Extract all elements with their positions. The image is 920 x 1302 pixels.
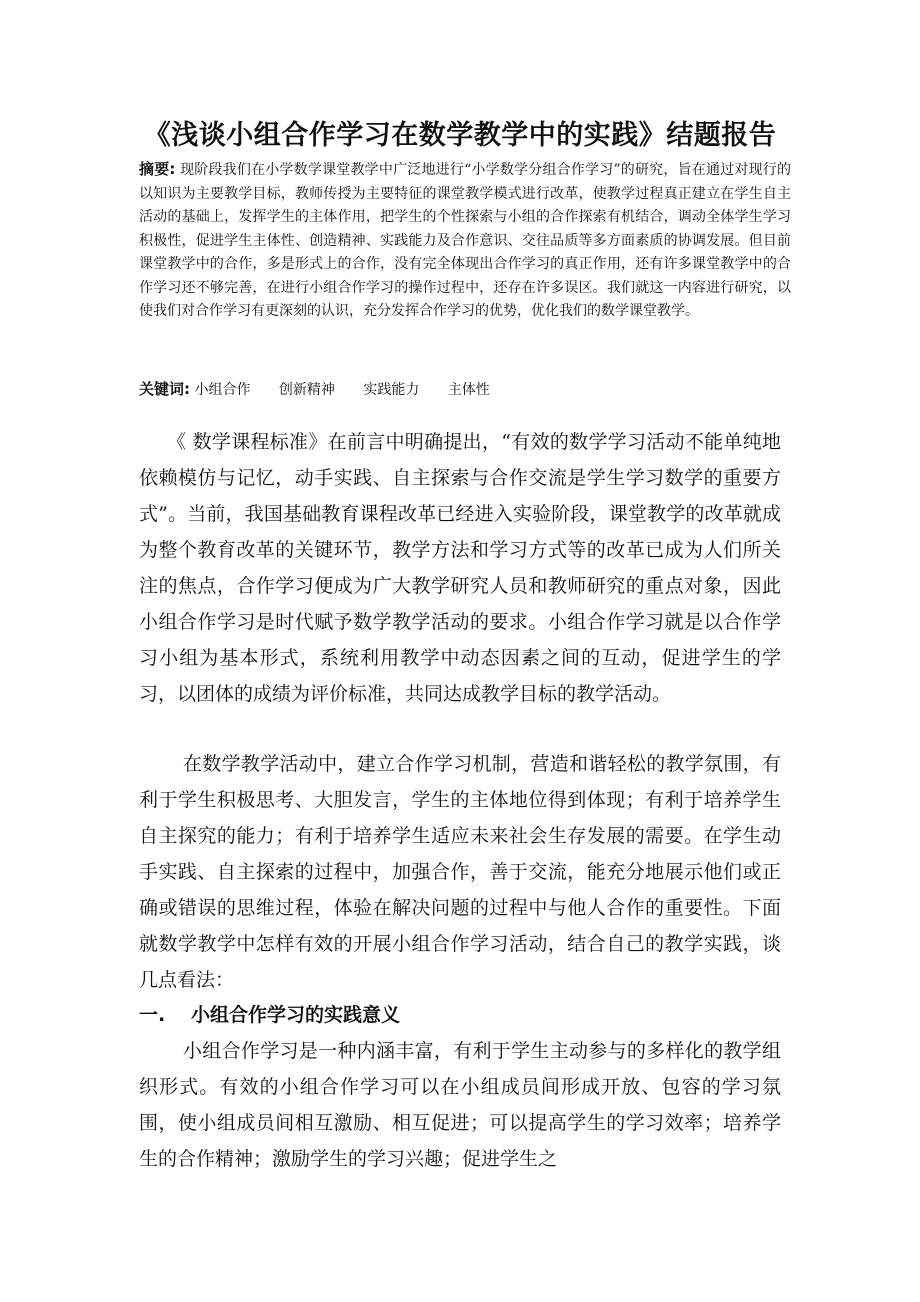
abstract-label: 摘要: (139, 160, 176, 178)
abstract (139, 158, 791, 324)
section-number: 一. (139, 1004, 166, 1026)
keyword-item: 创新精神 (278, 382, 335, 398)
body-paragraph-3: 小组合作学习是一种内涵丰富，有利于学生主动参与的多样化的教学组织形式。有效的小组合作学习可以在小组成员间形成开放、包容的学习氛围，使小组成员间相互激励、相互促进；可以提高学生的学习效率；培养学生的合作精神；激励学生的学习兴趣；促进学生之 (139, 1040, 781, 1170)
page-title: 《浅谈小组合作学习在数学教学中的实践》结题报告 (143, 120, 777, 151)
section-heading (139, 997, 781, 1033)
body-paragraph-1: 《 数学课程标准》在前言中明确提出，“有效的数学学习活动不能单纯地依赖模仿与记忆，动手实践、自主探索与合作交流是学生学习数学的重要方式”。当前，我国基础教育课程改革已经进入实验阶段，课堂教学的改革就成为整个教育改革的关键环节，教学方法和学习方式等的改革已成为人们所关注的焦点，合作学习便成为广大教学研究人员和教师研究的重点对象，因此小组合作学习是时代赋予数学教学活动的要求。小组合作学习就是以合作学习小组为基本形式，系统利用教学中动态因素之间的互动，促进学生的学习，以团体的成绩为评价标准，共同达成教学目标的教学活动。 (139, 431, 781, 705)
body-paragraph-2: 在数学教学活动中，建立合作学习机制，营造和谐轻松的教学氛围，有利于学生积极思考、大胆发言，学生的主体地位得到体现；有利于培养学生自主探究的能力；有利于培养学生适应未来社会生存发展的需要。在学生动手实践、自主探索的过程中，加强合作，善于交流，能充分地展示他们或正确或错误的思维过程，体验在解决问题的过程中与他人合作的重要性。下面就数学教学中怎样有效的开展小组合作学习活动，结合自己的教学实践，谈几点看法： (139, 753, 781, 991)
keyword-item: 小组合作 (194, 382, 251, 398)
keyword-item: 主体性 (447, 382, 490, 398)
keywords-label: 关键词: (139, 380, 190, 398)
keyword-item: 实践能力 (363, 382, 420, 398)
abstract-text: 现阶段我们在小学数学课堂教学中广泛地进行“小学数学分组合作学习”的研究，旨在通过对现行的以知识为主要教学目标，教师传授为主要特征的课堂教学模式进行改革，使教学过程真正建立在学生自主活动的基础上，发挥学生的主体作用，把学生的个性探索与小组的合作探索有机结合，调动全体学生学习积极性，促进学生主体性、创造精神、实践能力及合作意识、交往品质等多方面素质的协调发展。但目前课堂教学中的合作，多是形式上的合作，没有完全体现出合作学习的真正作用，还有许多课堂教学中的合作学习还不够完善，在进行小组合作学习的操作过程中，还存在许多误区。我们就这一内容进行研究，以使我们对合作学习有更深刻的认识，充分发挥合作学习的优势，优化我们的数学课堂教学。 (139, 162, 792, 319)
section-title: 小组合作学习的实践意义 (191, 1004, 401, 1026)
keywords (139, 377, 791, 402)
